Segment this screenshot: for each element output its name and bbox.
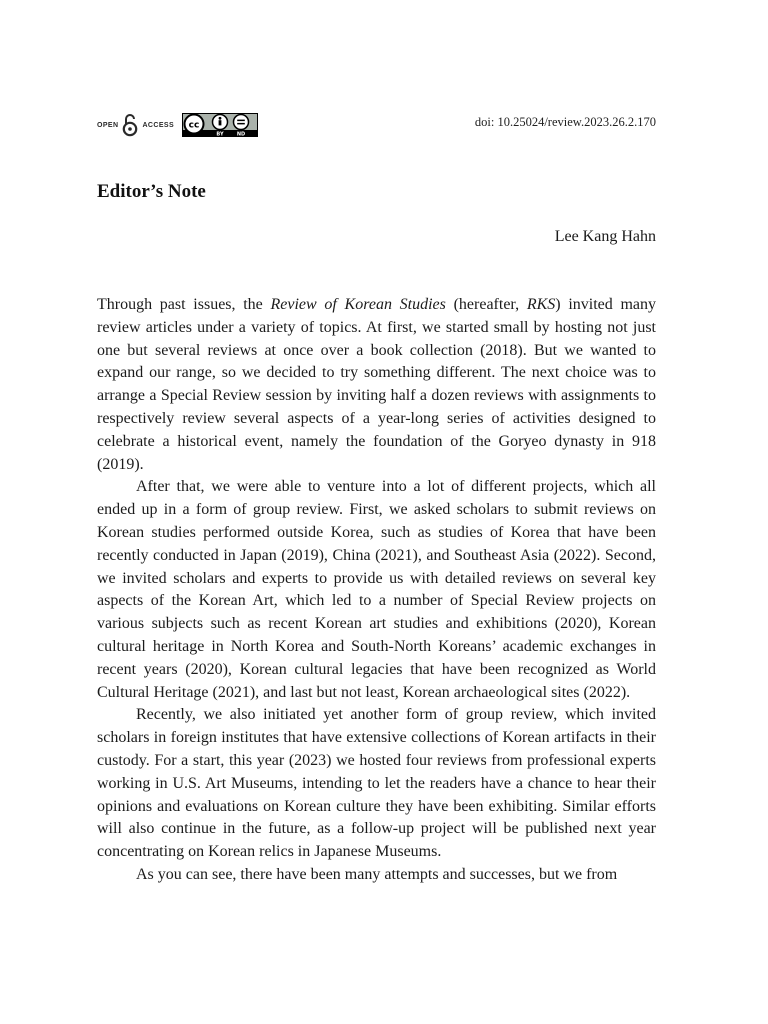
cc-by-nd-license-badge [182, 113, 258, 137]
open-lock-icon [120, 113, 140, 137]
doi-text[interactable]: doi: 10.25024/review.2023.26.2.170 [474, 115, 656, 129]
by-label: BY [216, 131, 224, 137]
page-header [97, 109, 656, 137]
article-title: Editor’s Note [97, 181, 206, 202]
paragraph-2: After that, we were able to venture into a lot of different projects, which all ended up in a form of group review. First, we asked scholars to submit reviews on Korean studies performed outside Korea, such as studies of Korea that have been recently conducted in Japan (2019), China (2021), and Southeast Asia (2022). Second, we invited scholars and experts to provide us with detailed reviews on several key aspects of the Korean Art, which led to a number of Special Review projects on various subjects such as recent Korean art studies and exhibitions (2020), Korean cultural heritage in North Korea and South-North Koreans’ academic exchanges in recent years (2020), Korean cultural legacies that have been recognized as World Cultural Heritage (2021), and last but not least, Korean archaeological sites (2022). [97, 478, 656, 701]
open-access-word-access: ACCESS [142, 121, 175, 129]
paragraph-3: Recently, we also initiated yet another form of group review, which invited scholars in foreign institutes that have extensive collections of Korean artifacts in their custody. For a start, this year (2023) we hosted four reviews from professional experts working in U.S. Art Museums, intending to let the readers have a chance to hear their opinions and evaluations on Korean culture they have been exhibiting. Similar efforts will also continue in the future, as a follow-up project will be published next year concentrating on Korean relics in Japanese Museums. [97, 706, 656, 861]
author-name: Lee Kang Hahn [554, 228, 656, 245]
paragraph-4: As you can see, there have been many attempts and successes, but we from [136, 865, 618, 883]
article-body [97, 294, 656, 887]
paragraph-1: Through past issues, the Review of Korean Studies (hereafter, RKS) invited many review articles under a variety of topics. At first, we started small by hosting not just one but several reviews at once over a book collection (2018). But we wanted to expand our range, so we decided to try something different. The next choice was to arrange a Special Review session by inviting half a dozen reviews with assignments to respectively review several aspects of a year-long series of activities designed to celebrate a historical event, namely the foundation of the Goryeo dynasty in 918 (2019). [97, 296, 657, 473]
open-access-word-open: OPEN [97, 121, 119, 129]
cc-label: cc [188, 120, 200, 131]
journal-abbreviation: RKS [526, 296, 556, 313]
open-access-logo [97, 114, 258, 136]
article-page [97, 0, 656, 1024]
journal-name: Review of Korean Studies [270, 296, 446, 313]
nd-label: ND [236, 131, 246, 137]
